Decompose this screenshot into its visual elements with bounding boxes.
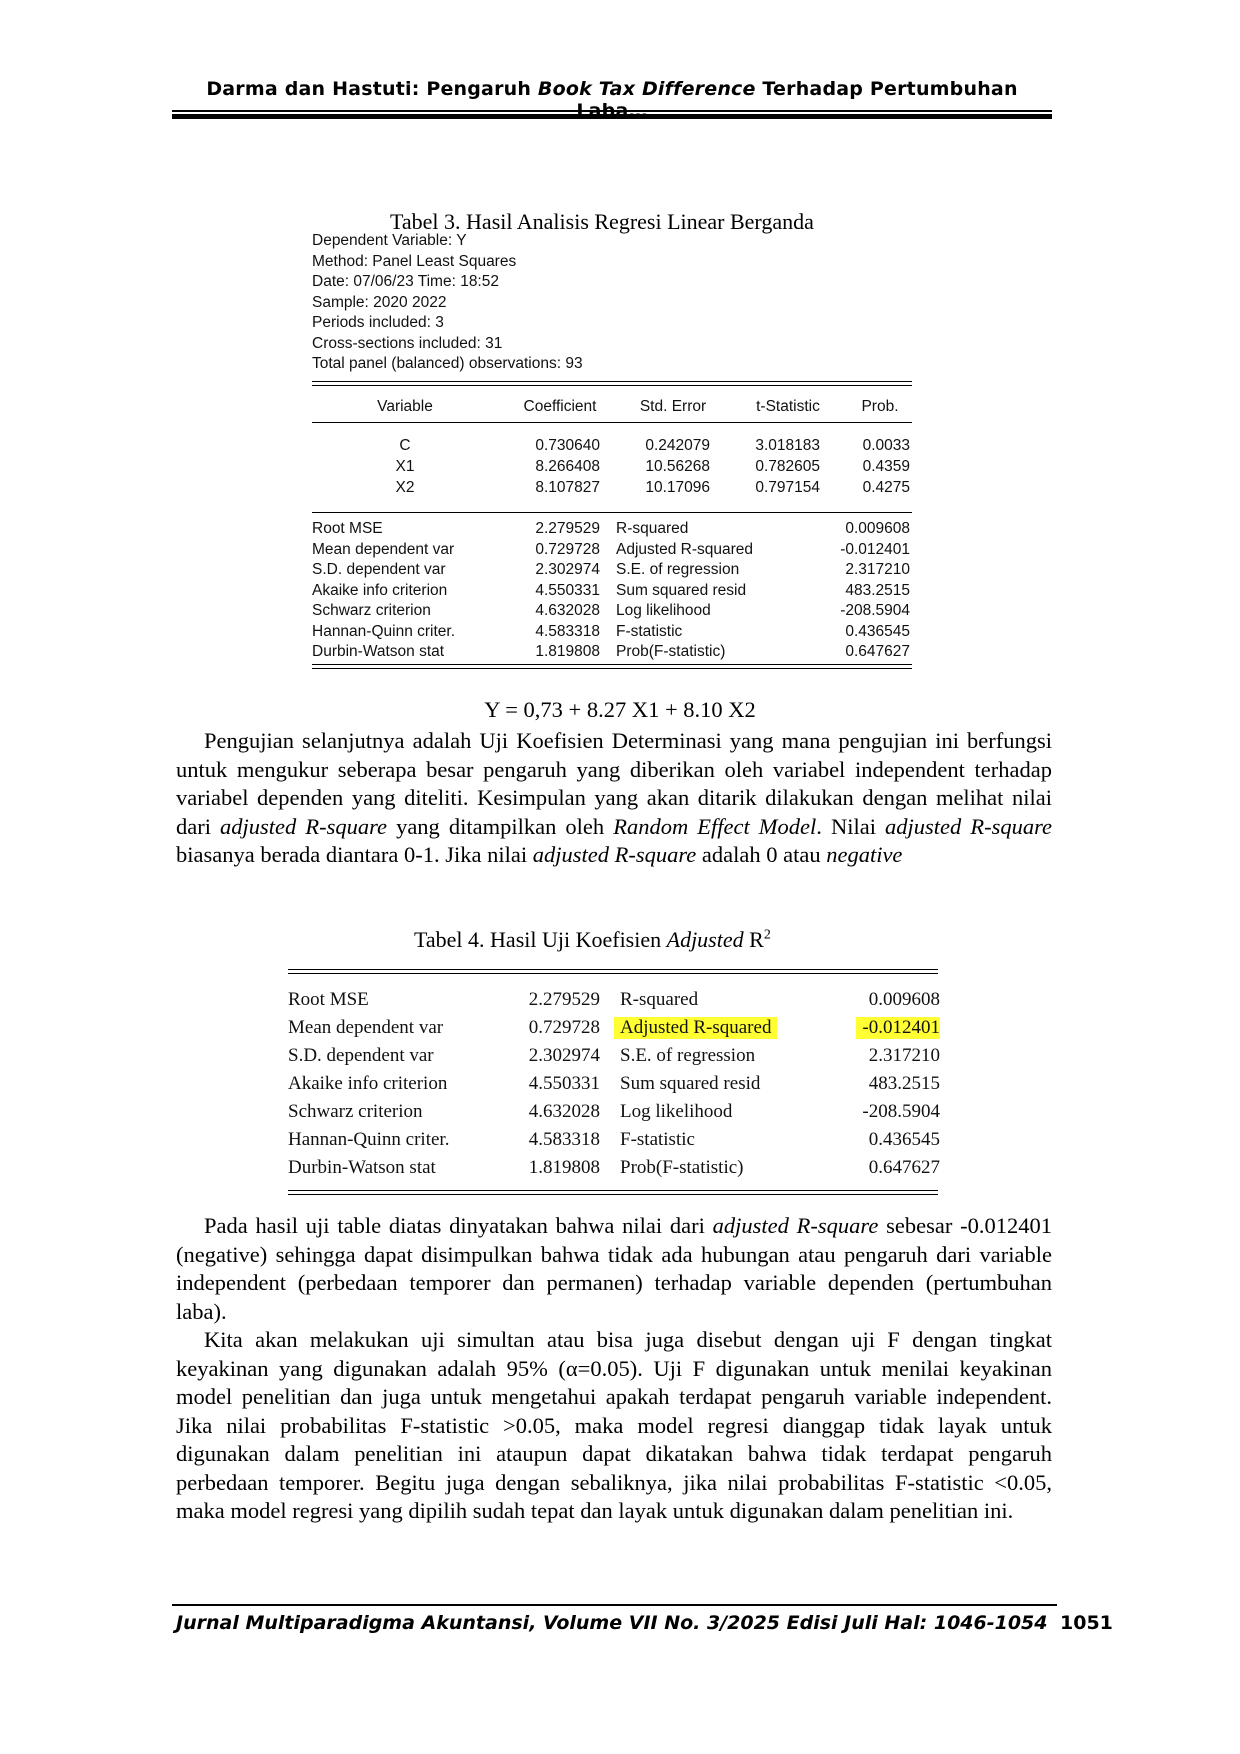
stat-label: S.D. dependent var <box>312 561 446 578</box>
page-number: 1051 <box>1060 1612 1113 1634</box>
stat-label: F-statistic <box>616 623 683 640</box>
stat-value: 0.729728 <box>535 541 600 558</box>
text: Pengujian selanjutnya adalah Uji Koefisien Determinasi yang mana pengujian ini berfungsi untuk mengukur seberapa besar pengaruh yang diberikan oleh variabel independent terhadap variabel dependen yang diteliti. Kesimpulan yang akan ditarik dilakukan dengan melihat nilai dari <box>176 728 1052 839</box>
footer-journal: Jurnal Multiparadigma Akuntansi, Volume VII No. 3/2025 Edisi Juli Hal: 1046-1054 <box>176 1612 1048 1634</box>
col-header-coefficient: Coefficient <box>523 398 597 415</box>
caption-italic: Adjusted <box>666 927 744 952</box>
stat-value: 2.317210 <box>868 1045 940 1066</box>
italic-text: negative <box>826 842 903 867</box>
stat-label: Mean dependent var <box>288 1017 444 1038</box>
stat-value: 0.647627 <box>868 1157 940 1178</box>
stat-value: 4.550331 <box>535 582 600 599</box>
stat-value: 2.302974 <box>535 561 600 578</box>
italic-text: adjusted R-square <box>532 842 697 867</box>
table4-rule-bottom2 <box>288 1194 938 1195</box>
header-rule-thick <box>172 114 1052 119</box>
table3-caption: Tabel 3. Hasil Analisis Regresi Linear Berganda <box>390 209 814 234</box>
stat-label: Hannan-Quinn criter. <box>288 1129 450 1150</box>
italic-text: adjusted R-square <box>885 813 1052 839</box>
table4-rule-bottom1 <box>288 1190 938 1191</box>
header-rule-thin <box>172 110 1052 112</box>
paragraph-3: Kita akan melakukan uji simultan atau bisa juga disebut dengan uji F dengan tingkat keyakinan yang digunakan adalah 95% (α=0.05). Uji F digunakan untuk menilai keyakinan model penelitian dan juga untuk mengetahui apakah terdapat pengaruh variable independent. Jika nilai probabilitas F-statistic >0.05, maka model regresi dianggap tidak layak untuk digunakan dalam penelitian ini ataupun dapat dikatakan bahwa tidak terdapat pengaruh perbedaan temporer. Begitu juga dengan sebaliknya, jika nilai probabilitas F-statistic <0.05, maka model regresi yang dipilih sudah tepat dan layak untuk digunakan dalam penelitian ini. <box>176 1327 1052 1523</box>
meta-line: Total panel (balanced) observations: 93 <box>312 355 583 372</box>
stat-value: 0.009608 <box>868 989 940 1010</box>
stat-label: S.E. of regression <box>620 1045 756 1066</box>
stat-label: Akaike info criterion <box>288 1073 448 1094</box>
stat-label: Root MSE <box>288 989 369 1010</box>
regression-equation: Y = 0,73 + 8.27 X1 + 8.10 X2 <box>484 697 756 722</box>
stat-value: -208.5904 <box>840 602 910 619</box>
header-italic: Book Tax Difference <box>537 78 756 100</box>
caption-text: Tabel 4. Hasil Uji Koefisien <box>414 927 667 952</box>
col-header-std-error: Std. Error <box>639 398 707 415</box>
italic-text: adjusted R-square <box>220 813 388 839</box>
stat-label: Prob(F-statistic) <box>616 643 726 660</box>
stat-value: 4.550331 <box>528 1073 600 1094</box>
row-variable: X1 <box>395 458 415 475</box>
row-t-statistic: 0.782605 <box>755 458 820 475</box>
row-std-error: 10.56268 <box>645 458 710 475</box>
text: Pada hasil uji table diatas dinyatakan bahwa nilai dari <box>204 1213 713 1238</box>
stat-label: Schwarz criterion <box>312 602 431 619</box>
stat-label: Durbin-Watson stat <box>312 643 445 660</box>
table4-rule-top1 <box>288 969 938 970</box>
meta-line: Periods included: 3 <box>312 314 444 331</box>
meta-line: Method: Panel Least Squares <box>312 253 517 270</box>
paragraph-2 <box>176 1212 1052 1326</box>
col-header-variable: Variable <box>377 398 433 415</box>
stat-label: Root MSE <box>312 520 383 537</box>
row-std-error: 10.17096 <box>645 479 710 496</box>
stat-value: -0.012401 <box>840 541 910 558</box>
col-header-t-statistic: t-Statistic <box>756 398 820 415</box>
row-t-statistic: 0.797154 <box>755 479 820 496</box>
row-coefficient: 8.266408 <box>535 458 600 475</box>
stat-label: F-statistic <box>620 1129 695 1150</box>
stat-value: 2.302974 <box>528 1045 600 1066</box>
stat-label: Durbin-Watson stat <box>288 1157 436 1178</box>
text: biasanya berada diantara 0-1. Jika nilai <box>176 842 533 867</box>
highlighted-stat-value: -0.012401 <box>856 1017 940 1039</box>
stat-label: Log likelihood <box>620 1101 733 1122</box>
stat-value: -208.5904 <box>862 1101 940 1122</box>
stat-value: 2.317210 <box>845 561 910 578</box>
stat-value: 0.729728 <box>528 1017 600 1038</box>
paragraph-1 <box>176 727 1052 870</box>
stat-label: S.E. of regression <box>616 561 740 578</box>
row-t-statistic: 3.018183 <box>755 437 820 454</box>
stat-value: 0.647627 <box>845 643 910 660</box>
stat-value: 4.632028 <box>528 1101 600 1122</box>
table3-rule-bottom1 <box>312 664 912 665</box>
stat-value: 2.279529 <box>528 989 600 1010</box>
table3-rule-mid <box>312 512 912 513</box>
table4-rule-top2 <box>288 973 938 974</box>
row-prob: 0.4359 <box>862 458 910 475</box>
stat-value: 483.2515 <box>868 1073 940 1094</box>
row-prob: 0.4275 <box>862 479 910 496</box>
stat-label: Akaike info criterion <box>312 582 448 599</box>
row-prob: 0.0033 <box>862 437 910 454</box>
table3-rule-top1 <box>312 381 912 382</box>
header-prefix: Darma dan Hastuti: Pengaruh <box>206 78 538 100</box>
stat-label: Schwarz criterion <box>288 1101 423 1122</box>
text: adalah 0 atau <box>696 842 827 867</box>
row-variable: X2 <box>395 479 415 496</box>
table4-caption <box>414 927 771 953</box>
stat-value: 483.2515 <box>845 582 910 599</box>
stat-label: R-squared <box>616 520 689 537</box>
stat-value: 0.436545 <box>845 623 910 640</box>
row-variable: C <box>399 437 411 454</box>
header-suffix: Terhadap Pertumbuhan <box>762 78 1018 100</box>
meta-line: Sample: 2020 2022 <box>312 294 447 311</box>
footer-rule <box>172 1604 1057 1606</box>
stat-label: S.D. dependent var <box>288 1045 434 1066</box>
stat-label: R-squared <box>620 989 699 1010</box>
table3-rule-head <box>312 422 912 423</box>
text: . Nilai <box>816 813 886 839</box>
stat-value: 4.583318 <box>528 1129 600 1150</box>
stat-value: 0.009608 <box>845 520 910 537</box>
meta-line: Dependent Variable: Y <box>312 232 467 249</box>
stat-value: 1.819808 <box>535 643 600 660</box>
caption-superscript: 2 <box>763 927 771 943</box>
row-coefficient: 8.107827 <box>535 479 600 496</box>
stat-value: 1.819808 <box>528 1157 600 1178</box>
stat-label: Adjusted R-squared <box>616 541 753 558</box>
stat-label: Sum squared resid <box>616 582 747 599</box>
stat-value: 0.436545 <box>868 1129 940 1150</box>
row-std-error: 0.242079 <box>645 437 710 454</box>
table3-rule-bottom2 <box>312 668 912 669</box>
stat-label: Sum squared resid <box>620 1073 761 1094</box>
table3-rule-top2 <box>312 385 912 386</box>
col-header-prob: Prob. <box>861 398 899 415</box>
row-coefficient: 0.730640 <box>535 437 600 454</box>
stat-label: Hannan-Quinn criter. <box>312 623 456 640</box>
caption-text: R <box>743 927 764 952</box>
meta-line: Cross-sections included: 31 <box>312 335 503 352</box>
stat-label: Mean dependent var <box>312 541 455 558</box>
stat-value: 2.279529 <box>535 520 600 537</box>
meta-line: Date: 07/06/23 Time: 18:52 <box>312 273 499 290</box>
italic-text: adjusted R-square <box>712 1213 879 1238</box>
italic-text: Random Effect Model <box>613 813 817 839</box>
stat-value: 4.583318 <box>535 623 600 640</box>
stat-label: Prob(F-statistic) <box>620 1157 744 1178</box>
text: sebesar -0.012401 (negative) sehingga dapat disimpulkan bahwa tidak ada hubungan atau pengaruh dari variable independent (perbedaan temporer dan permanen) terhadap variable dependen (pertumbuhan laba). <box>176 1213 1052 1324</box>
stat-label: Log likelihood <box>616 602 711 619</box>
text: yang ditampilkan oleh <box>387 813 614 839</box>
highlighted-stat-label: Adjusted R-squared <box>614 1017 777 1039</box>
stat-value: 4.632028 <box>535 602 600 619</box>
